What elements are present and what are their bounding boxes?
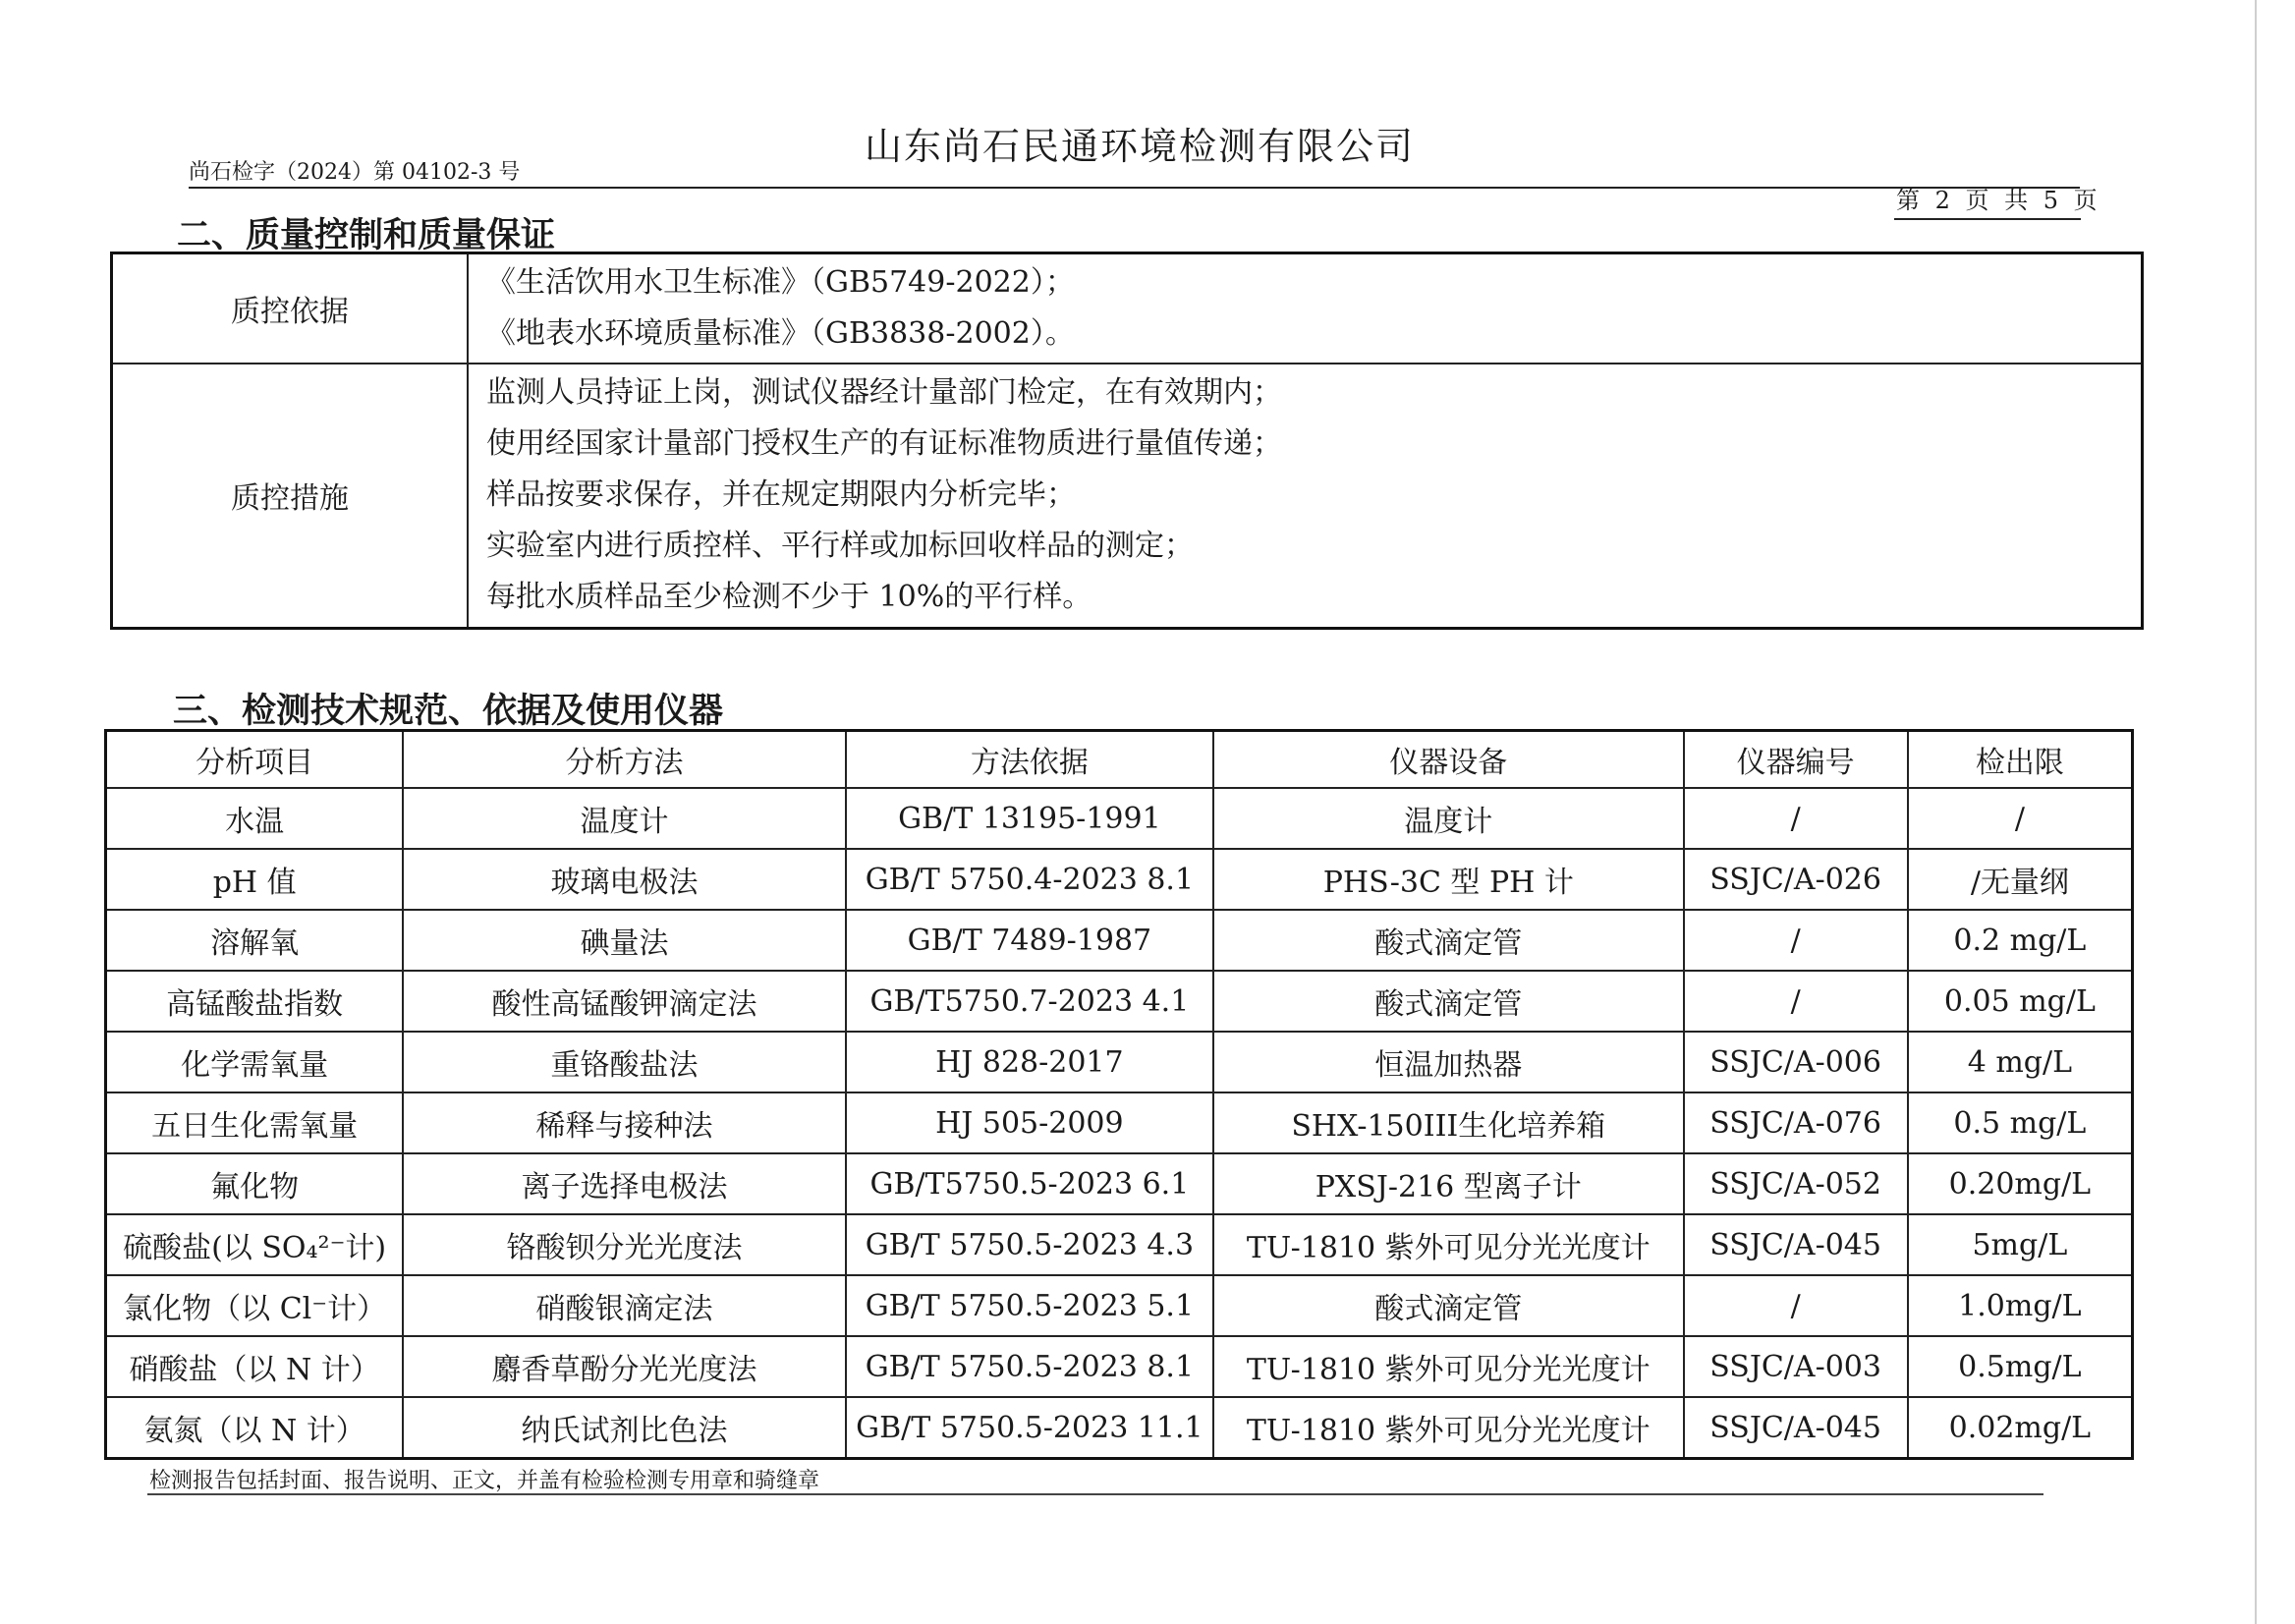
qc-measures-text	[468, 364, 2143, 629]
table-cell: GB/T 5750.5-2023 11.1	[846, 1397, 1213, 1459]
company-name: 山东尚石民通环境检测有限公司	[865, 125, 1416, 168]
table-cell: 温度计	[1213, 788, 1683, 849]
qc-basis-text	[468, 253, 2143, 364]
table-cell: 硝酸盐（以 N 计）	[106, 1336, 404, 1397]
table-cell: 化学需氧量	[106, 1032, 404, 1092]
section-3-title: 三、检测技术规范、依据及使用仪器	[173, 692, 724, 731]
table-cell: 酸性高锰酸钾滴定法	[403, 971, 845, 1032]
table-cell: TU-1810 紫外可见分光光度计	[1213, 1214, 1683, 1275]
table-row	[106, 1214, 2133, 1275]
table-row	[106, 1275, 2133, 1336]
table-row	[106, 1092, 2133, 1153]
qc-basis-line: 《地表水环境质量标准》（GB3838-2002）。	[486, 315, 1075, 351]
table-cell: 溶解氧	[106, 910, 404, 971]
page-number: 第 2 页 共 5 页	[1896, 187, 2101, 214]
table-cell: HJ 828-2017	[846, 1032, 1213, 1092]
table-cell: 玻璃电极法	[403, 849, 845, 910]
header-cell: 分析方法	[403, 731, 845, 789]
table-row	[106, 1336, 2133, 1397]
qc-measure-line: 每批水质样品至少检测不少于 10%的平行样。	[486, 580, 1092, 615]
table-cell: 0.02mg/L	[1908, 1397, 2133, 1459]
table-cell: 硫酸盐(以 SO₄²⁻计)	[106, 1214, 404, 1275]
table-cell: 重铬酸盐法	[403, 1032, 845, 1092]
table-cell: 0.5mg/L	[1908, 1336, 2133, 1397]
qc-measure-line: 使用经国家计量部门授权生产的有证标准物质进行量值传递；	[486, 426, 1282, 462]
table-row	[106, 971, 2133, 1032]
section-2-title: 二、质量控制和质量保证	[177, 216, 556, 255]
header-cell: 检出限	[1908, 731, 2133, 789]
header-rule	[189, 187, 2080, 189]
table-cell: 温度计	[403, 788, 845, 849]
table-cell: 高锰酸盐指数	[106, 971, 404, 1032]
table-cell: 麝香草酚分光光度法	[403, 1336, 845, 1397]
table-header-row	[106, 731, 2133, 789]
qc-measure-line: 实验室内进行质控样、平行样或加标回收样品的测定；	[486, 529, 1194, 564]
table-cell: 纳氏试剂比色法	[403, 1397, 845, 1459]
table-cell: 碘量法	[403, 910, 845, 971]
table-cell: TU-1810 紫外可见分光光度计	[1213, 1397, 1683, 1459]
table-cell: GB/T 5750.5-2023 5.1	[846, 1275, 1213, 1336]
table-cell: 0.20mg/L	[1908, 1153, 2133, 1214]
footer-note: 检测报告包括封面、报告说明、正文，并盖有检验检测专用章和骑缝章	[149, 1469, 820, 1493]
table-row	[106, 910, 2133, 971]
scan-edge	[2255, 0, 2257, 1624]
table-cell: GB/T5750.7-2023 4.1	[846, 971, 1213, 1032]
table-cell: SSJC/A-045	[1684, 1214, 1908, 1275]
header-cell: 分析项目	[106, 731, 404, 789]
table-cell: GB/T 5750.5-2023 4.3	[846, 1214, 1213, 1275]
qc-measure-line: 监测人员持证上岗，测试仪器经计量部门检定，在有效期内；	[486, 375, 1282, 411]
table-cell: TU-1810 紫外可见分光光度计	[1213, 1336, 1683, 1397]
table-cell: PHS-3C 型 PH 计	[1213, 849, 1683, 910]
table-row	[106, 788, 2133, 849]
table-row	[106, 849, 2133, 910]
table-cell: SSJC/A-052	[1684, 1153, 1908, 1214]
page-number-rule	[1894, 218, 2081, 220]
table-cell: HJ 505-2009	[846, 1092, 1213, 1153]
table-cell: 酸式滴定管	[1213, 910, 1683, 971]
table-cell: 五日生化需氧量	[106, 1092, 404, 1153]
table-cell: SHX-150III生化培养箱	[1213, 1092, 1683, 1153]
table-cell: SSJC/A-003	[1684, 1336, 1908, 1397]
table-cell: 氨氮（以 N 计）	[106, 1397, 404, 1459]
table-cell: /无量纲	[1908, 849, 2133, 910]
table-cell: 硝酸银滴定法	[403, 1275, 845, 1336]
header-cell: 仪器编号	[1684, 731, 1908, 789]
qc-label-measures: 质控措施	[112, 364, 469, 629]
table-cell: GB/T5750.5-2023 6.1	[846, 1153, 1213, 1214]
table-cell: GB/T 7489-1987	[846, 910, 1213, 971]
table-cell: SSJC/A-006	[1684, 1032, 1908, 1092]
table-cell: 恒温加热器	[1213, 1032, 1683, 1092]
table-row	[106, 1153, 2133, 1214]
table-cell: GB/T 13195-1991	[846, 788, 1213, 849]
table-cell: 0.05 mg/L	[1908, 971, 2133, 1032]
table-cell: /	[1684, 1275, 1908, 1336]
table-cell: GB/T 5750.5-2023 8.1	[846, 1336, 1213, 1397]
table-cell: 稀释与接种法	[403, 1092, 845, 1153]
table-cell: SSJC/A-076	[1684, 1092, 1908, 1153]
header-cell: 仪器设备	[1213, 731, 1683, 789]
table-cell: 1.0mg/L	[1908, 1275, 2133, 1336]
table-cell: GB/T 5750.4-2023 8.1	[846, 849, 1213, 910]
table-cell: 0.5 mg/L	[1908, 1092, 2133, 1153]
header-cell: 方法依据	[846, 731, 1213, 789]
table-cell: 水温	[106, 788, 404, 849]
qc-label-basis: 质控依据	[112, 253, 469, 364]
qc-measure-line: 样品按要求保存，并在规定期限内分析完毕；	[486, 477, 1076, 513]
test-methods-table	[104, 729, 2134, 1460]
qc-basis-line: 《生活饮用水卫生标准》（GB5749-2022）；	[486, 264, 1075, 300]
table-cell: /	[1684, 788, 1908, 849]
table-cell: /	[1684, 971, 1908, 1032]
table-cell: 5mg/L	[1908, 1214, 2133, 1275]
table-cell: /	[1908, 788, 2133, 849]
qc-row-basis	[112, 253, 2143, 364]
table-cell: pH 值	[106, 849, 404, 910]
table-cell: SSJC/A-045	[1684, 1397, 1908, 1459]
table-cell: 4 mg/L	[1908, 1032, 2133, 1092]
table-cell: 氟化物	[106, 1153, 404, 1214]
table-cell: 酸式滴定管	[1213, 971, 1683, 1032]
table-cell: SSJC/A-026	[1684, 849, 1908, 910]
footer-rule	[147, 1493, 2043, 1495]
table-cell: /	[1684, 910, 1908, 971]
table-cell: 酸式滴定管	[1213, 1275, 1683, 1336]
table-cell: 离子选择电极法	[403, 1153, 845, 1214]
table-row	[106, 1032, 2133, 1092]
table-cell: PXSJ-216 型离子计	[1213, 1153, 1683, 1214]
table-row	[106, 1397, 2133, 1459]
table-cell: 铬酸钡分光光度法	[403, 1214, 845, 1275]
table-cell: 氯化物（以 Cl⁻计）	[106, 1275, 404, 1336]
table-cell: 0.2 mg/L	[1908, 910, 2133, 971]
qc-row-measures	[112, 364, 2143, 629]
quality-control-table	[110, 252, 2144, 630]
report-number: 尚石检字（2024）第 04102-3 号	[189, 160, 521, 185]
